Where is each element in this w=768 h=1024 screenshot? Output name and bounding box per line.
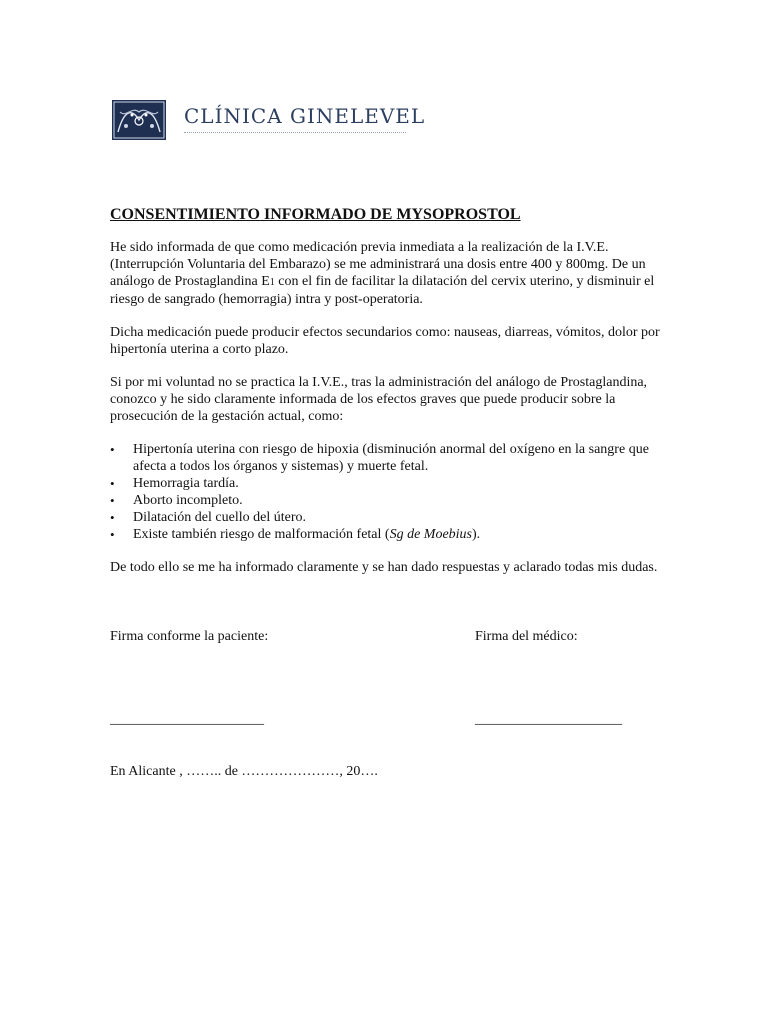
place-date-line: En Alicante , …….. de …………………, 20…. bbox=[110, 764, 378, 779]
clinic-logo-icon bbox=[112, 100, 166, 140]
paragraph-grave-effects: Si por mi voluntad no se practica la I.V.E., tras la administración del análogo de Prostaglandina, conozco y he sido claramente informada de los efectos graves que puede producir sobre la prosecución de la gestación actual, como: bbox=[110, 375, 648, 424]
patient-signature-line: ______________________ bbox=[110, 712, 264, 727]
list-item bbox=[110, 475, 660, 492]
paragraph-acknowledgement: De todo ello se me ha informado claramente y se han dado respuestas y aclarado todas mis dudas. bbox=[110, 560, 658, 575]
paragraph-medication bbox=[110, 239, 660, 308]
patient-signature-label: Firma conforme la paciente: bbox=[110, 629, 269, 644]
bullet-icon: • bbox=[110, 476, 115, 491]
risk-text: Aborto incompleto. bbox=[133, 493, 243, 508]
paragraph-medication-text-1: He sido informada de que como medicación previa inmediata a la realización de la I.V.E. (Interrupción Voluntaria del Embarazo) se me administrará una dosis entre 400 y 800mg. De un análogo de Prostaglandina E bbox=[110, 240, 646, 289]
syndrome-name: Sg de Moebius bbox=[389, 527, 473, 542]
risks-list bbox=[110, 441, 660, 543]
clinic-name: CLÍNICA GINELEVEL bbox=[184, 104, 426, 128]
clinic-header bbox=[112, 100, 426, 142]
risk-text-prefix: Existe también riesgo de malformación fetal ( bbox=[133, 527, 390, 542]
bullet-icon: • bbox=[110, 442, 115, 457]
bullet-icon: • bbox=[110, 493, 115, 508]
risk-text: Hipertonía uterina con riesgo de hipoxia (disminución anormal del oxígeno en la sangre que afecta a todos los órganos y sistemas) y muerte fetal. bbox=[133, 442, 649, 474]
list-item bbox=[110, 509, 660, 526]
list-item bbox=[110, 526, 660, 543]
risk-text: Dilatación del cuello del útero. bbox=[133, 510, 306, 525]
paragraph-medication-text-2: con el fin de facilitar la dilatación del cervix uterino, y disminuir el riesgo de sangrado (hemorragia) intra y post-operatoria. bbox=[110, 274, 655, 307]
list-item bbox=[110, 492, 660, 509]
doctor-signature-label: Firma del médico: bbox=[475, 629, 578, 644]
risk-text-suffix: ). bbox=[472, 527, 481, 542]
prostaglandin-subscript: 1 bbox=[269, 277, 275, 288]
bullet-icon: • bbox=[110, 510, 115, 525]
document-title: CONSENTIMIENTO INFORMADO DE MYSOPROSTOL bbox=[110, 206, 521, 223]
consent-body bbox=[110, 206, 660, 592]
bullet-icon: • bbox=[110, 527, 115, 542]
paragraph-side-effects: Dicha medicación puede producir efectos secundarios como: nauseas, diarreas, vómitos, dolor por hipertonía uterina a corto plazo. bbox=[110, 325, 660, 357]
doctor-signature-line: _____________________ bbox=[475, 712, 622, 727]
header-divider bbox=[184, 132, 406, 133]
risk-text: Hemorragia tardía. bbox=[133, 476, 239, 491]
list-item bbox=[110, 441, 660, 475]
